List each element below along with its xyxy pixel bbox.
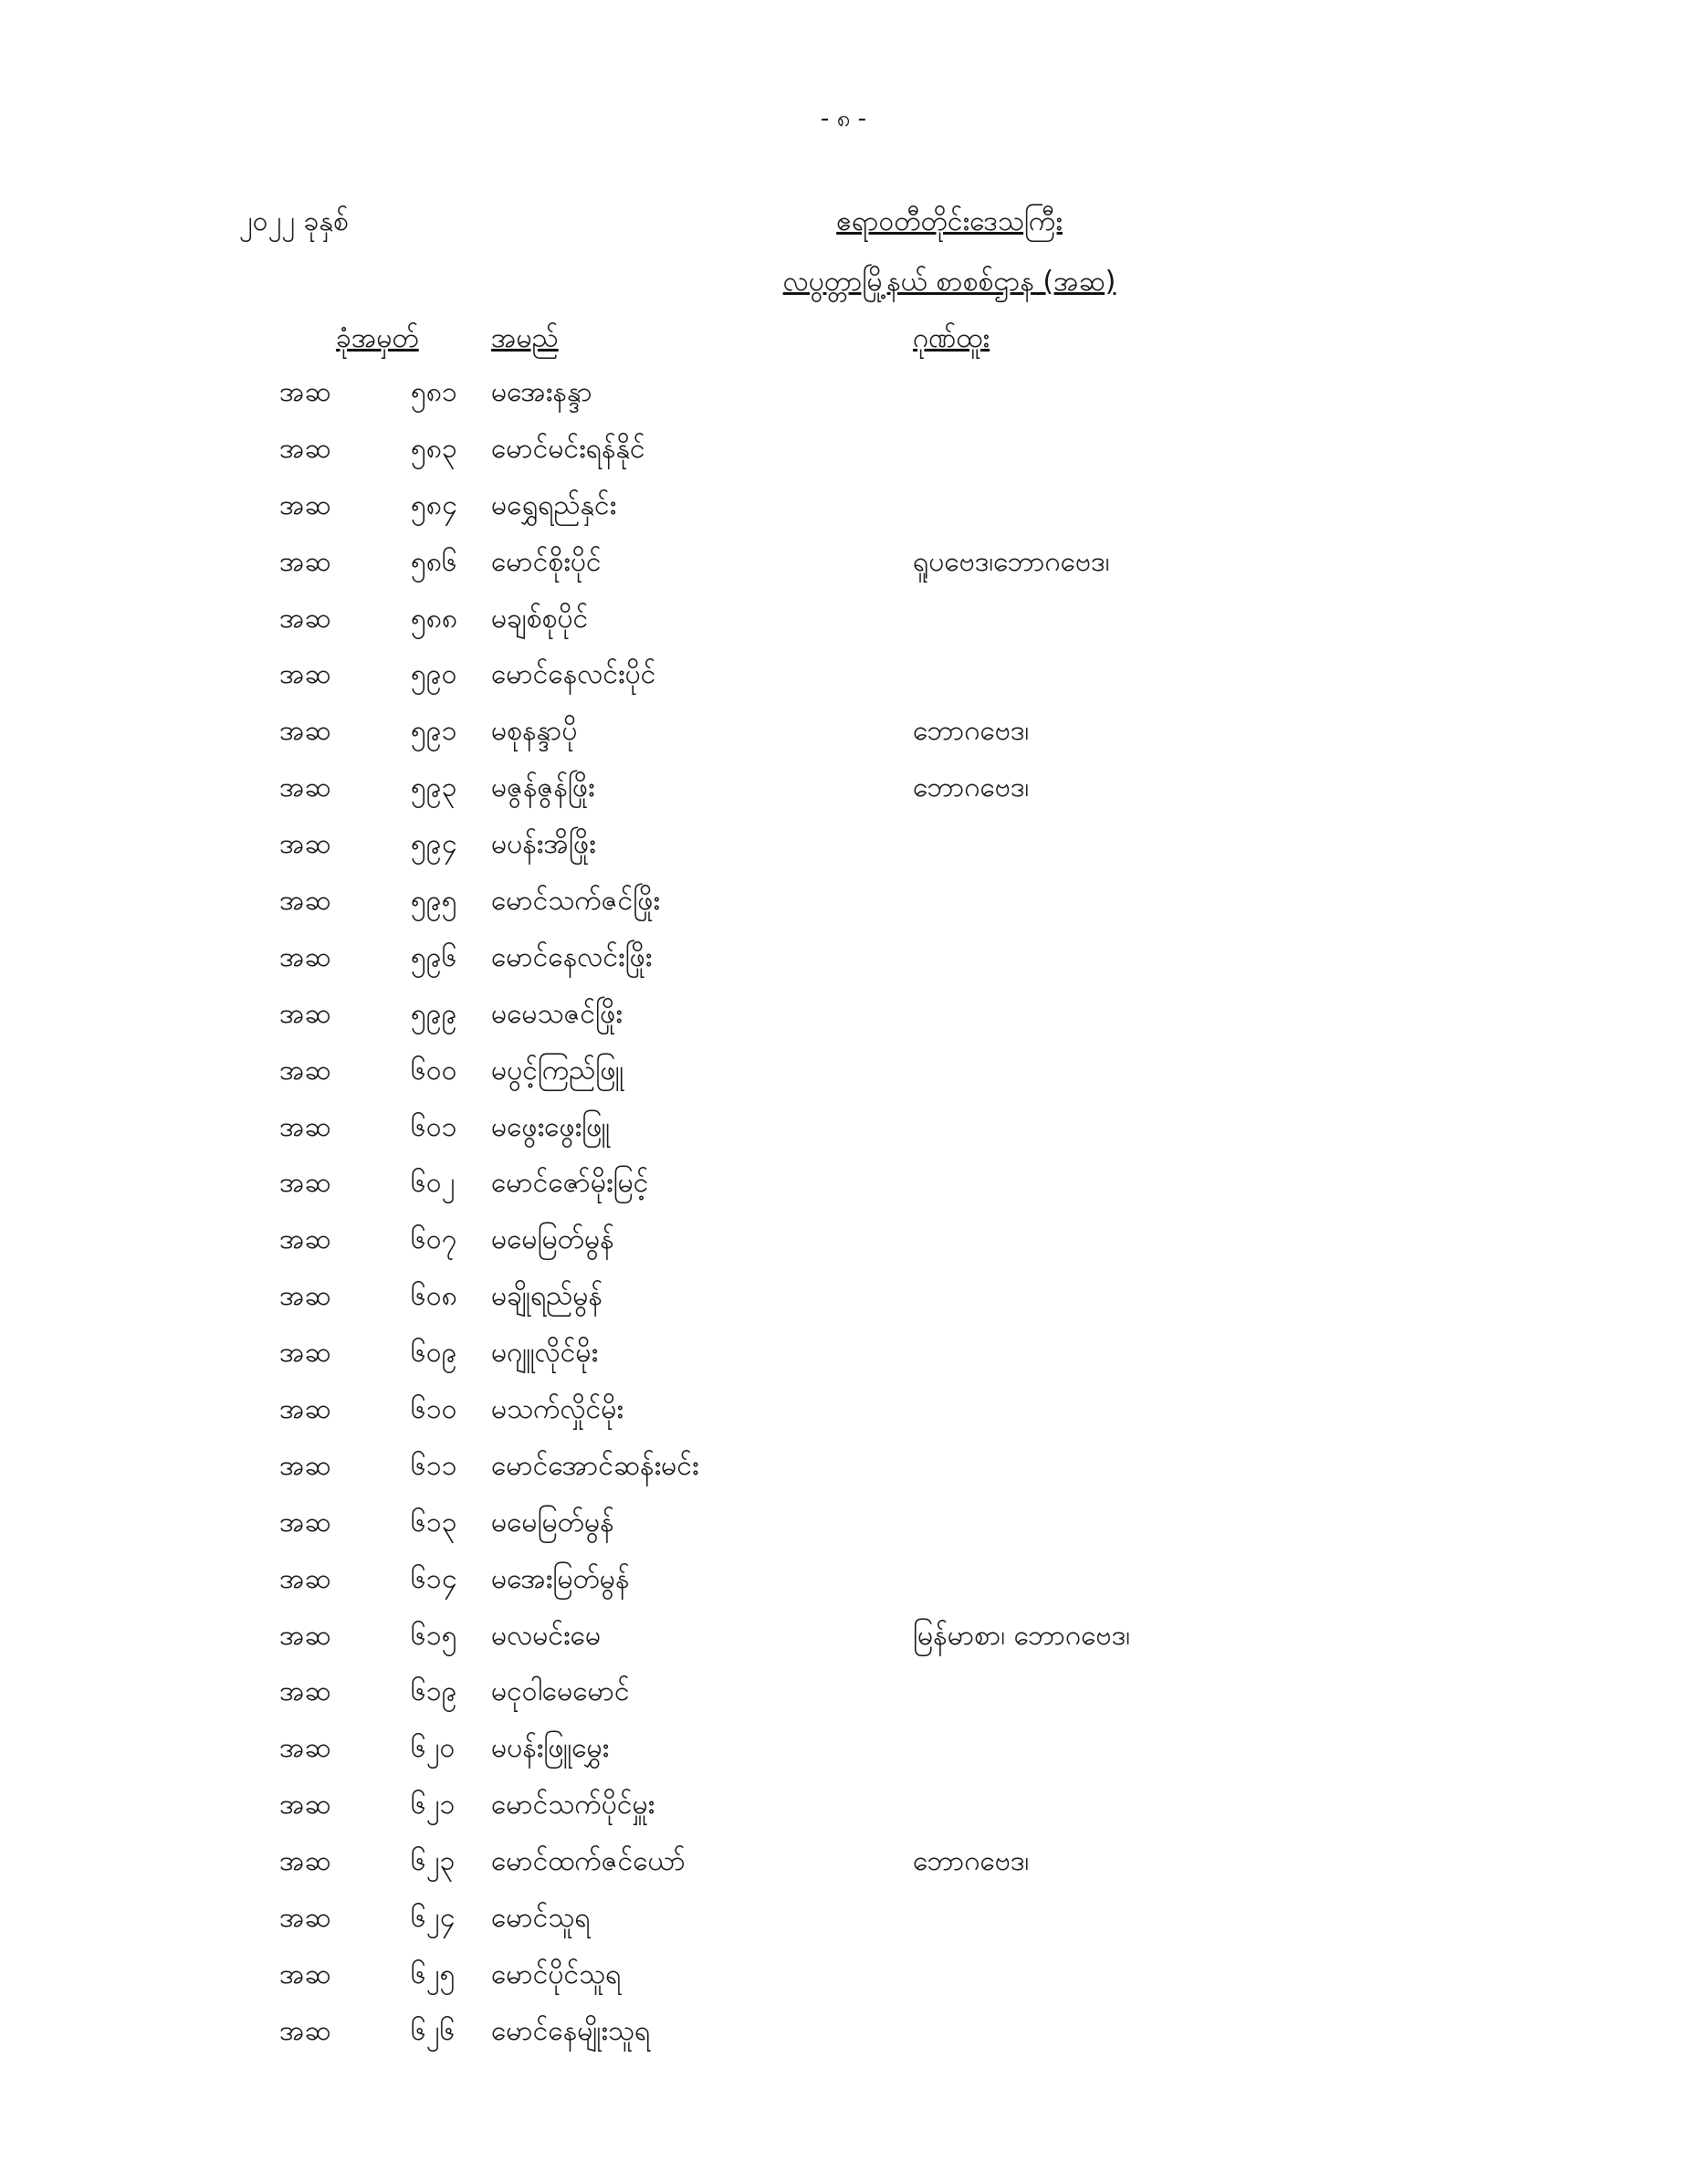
student-name: မောင်သက်ပိုင်မှူး: [491, 1789, 655, 1822]
list-item: [0, 713, 1687, 770]
student-name: မောင်မင်းရန်နိုင်: [491, 432, 645, 465]
roll-number: ၆၂၄: [411, 1902, 456, 1935]
list-item: [0, 1053, 1687, 1109]
roll-prefix: အဆ: [279, 1337, 331, 1370]
roll-prefix: အဆ: [279, 602, 331, 635]
roll-number: ၆၁၁: [411, 1449, 457, 1482]
list-item: [0, 1787, 1687, 1843]
roll-prefix: အဆ: [279, 488, 331, 521]
roll-number: ၆၁၉: [411, 1675, 457, 1708]
roll-prefix: အဆ: [279, 1449, 331, 1482]
roll-prefix: အဆ: [279, 997, 331, 1030]
roll-number: ၅၈၈: [411, 602, 458, 635]
roll-prefix: အဆ: [279, 885, 331, 918]
roll-prefix: အဆ: [279, 1167, 331, 1200]
roll-prefix: အဆ: [279, 1619, 331, 1652]
list-item: [0, 1674, 1687, 1730]
list-item: [0, 2013, 1687, 2070]
roll-prefix: အဆ: [279, 1958, 331, 1990]
list-item: [0, 883, 1687, 940]
student-name: မချိုရည်မွန်: [491, 1280, 602, 1313]
roll-prefix: အဆ: [279, 2014, 331, 2047]
roll-number: ၆၁၃: [411, 1506, 457, 1538]
distinction-subjects: ဘောဂဗေဒ၊: [913, 772, 1030, 804]
roll-prefix: အဆ: [279, 545, 331, 578]
roll-number: ၅၉၃: [411, 772, 457, 804]
roll-number: ၅၉၁: [411, 715, 457, 748]
roll-number: ၆၀၈: [411, 1280, 457, 1313]
student-name: မောင်နေလင်းဖြိုး: [491, 940, 653, 973]
student-name: မောင်သူရ: [491, 1902, 591, 1935]
student-name: မောင်ပိုင်သူရ: [491, 1958, 622, 1990]
roll-prefix: အဆ: [279, 940, 331, 973]
student-name: မစုနန္ဒာပို: [491, 715, 578, 748]
student-name: မအေးနန္ဒာ: [491, 376, 592, 408]
roll-prefix: အဆ: [279, 1732, 331, 1765]
roll-prefix: အဆ: [279, 1562, 331, 1595]
header-name: အမည်: [491, 322, 559, 354]
list-item: [0, 1561, 1687, 1618]
roll-prefix: အဆ: [279, 432, 331, 465]
list-item: [0, 1109, 1687, 1166]
roll-number: ၅၉၅: [411, 885, 457, 918]
list-item: [0, 374, 1687, 431]
roll-number: ၆၂၅: [411, 1958, 456, 1990]
roll-number: ၆၀၂: [411, 1167, 456, 1200]
roll-prefix: အဆ: [279, 1280, 331, 1313]
roll-number: ၆၂၆: [411, 2014, 456, 2047]
roll-number: ၆၂၀: [411, 1732, 456, 1765]
roll-number: ၆၁၄: [411, 1562, 457, 1595]
list-item: [0, 1900, 1687, 1957]
roll-prefix: အဆ: [279, 1393, 331, 1426]
student-name: မောင်ဇော်မိုးမြင့်: [491, 1167, 649, 1200]
roll-number: ၅၉၉: [411, 997, 457, 1030]
list-item: [0, 601, 1687, 657]
list-item: [0, 1618, 1687, 1675]
list-item: [0, 431, 1687, 488]
student-name: မအေးမြတ်မွန်: [491, 1562, 630, 1595]
list-item: [0, 940, 1687, 996]
roll-prefix: အဆ: [279, 376, 331, 408]
roll-prefix: အဆ: [279, 1675, 331, 1708]
distinction-subjects: ဘောဂဗေဒ၊: [913, 715, 1030, 748]
distinction-subjects: ဘောဂဗေဒ၊: [913, 1845, 1030, 1878]
roll-number: ၆၂၃: [411, 1845, 456, 1878]
roll-number: ၅၈၄: [411, 488, 457, 521]
student-name: မရွှေရည်နှင်း: [491, 488, 617, 521]
roll-prefix: အဆ: [279, 1223, 331, 1256]
roll-prefix: အဆ: [279, 1506, 331, 1538]
student-name: မမေမြတ်မွန်: [491, 1223, 614, 1256]
student-name: မသက်လှိုင်မိုး: [491, 1393, 624, 1426]
list-item: [0, 1222, 1687, 1278]
roll-prefix: အဆ: [279, 1054, 331, 1087]
roll-prefix: အဆ: [279, 772, 331, 804]
header-roll-number: ခုံအမှတ်: [336, 322, 419, 354]
student-name: မမေသဇင်ဖြိုး: [491, 997, 623, 1030]
roll-prefix: အဆ: [279, 1902, 331, 1935]
roll-number: ၆၀၀: [411, 1054, 457, 1087]
student-name: မချစ်စုပိုင်: [491, 602, 589, 635]
roll-number: ၅၈၆: [411, 545, 457, 578]
header-distinction: ဂုဏ်ထူး: [913, 322, 990, 354]
student-name: မမေမြတ်မွန်: [491, 1506, 614, 1538]
list-item: [0, 1278, 1687, 1335]
roll-prefix: အဆ: [279, 828, 331, 861]
student-name: မပန်းဖြူမွှေး: [491, 1732, 610, 1765]
list-item: [0, 1448, 1687, 1505]
region-title: ဧရာဝတီတိုင်းဒေသကြီး: [836, 205, 1063, 237]
list-item: [0, 1505, 1687, 1561]
roll-number: ၅၉၄: [411, 828, 457, 861]
roll-number: ၅၉၀: [411, 658, 457, 691]
roll-prefix: အဆ: [279, 1789, 331, 1822]
roll-number: ၆၀၇: [411, 1223, 457, 1256]
list-item: [0, 488, 1687, 544]
roll-prefix: အဆ: [279, 1110, 331, 1143]
list-item: [0, 1843, 1687, 1900]
student-name: မောင်စိုးပိုင်: [491, 545, 602, 578]
list-item: [0, 826, 1687, 883]
roll-prefix: အဆ: [279, 1845, 331, 1878]
roll-number: ၆၁၀: [411, 1393, 457, 1426]
roll-number: ၅၈၃: [411, 432, 457, 465]
list-item: [0, 1957, 1687, 2013]
roll-number: ၅၈၁: [411, 376, 457, 408]
student-name: မဖွေးဖွေးဖြူ: [491, 1110, 611, 1143]
roll-number: ၆၂၁: [411, 1789, 456, 1822]
list-item: [0, 544, 1687, 601]
distinction-subjects: ရူပဗေဒ၊ဘောဂဗေဒ၊: [913, 545, 1110, 578]
list-item: [0, 1165, 1687, 1222]
roll-prefix: အဆ: [279, 715, 331, 748]
student-name: မငုဝါမေမောင်: [491, 1675, 630, 1708]
exam-center-title: လပွတ္တာမြို့နယ် စာစစ်ဌာန (အဆ): [782, 266, 1116, 298]
list-item: [0, 770, 1687, 826]
roll-number: ၆၁၅: [411, 1619, 457, 1652]
student-name: မောင်သက်ဇင်ဖြိုး: [491, 885, 661, 918]
roll-number: ၅၉၆: [411, 940, 457, 973]
roll-number: ၆၀၉: [411, 1337, 457, 1370]
student-name: မောင်ထက်ဇင်ယော်: [491, 1845, 686, 1878]
student-name: မလမင်းမေ: [491, 1619, 602, 1652]
list-item: [0, 1335, 1687, 1391]
student-name: မောင်နေလင်းပိုင်: [491, 658, 656, 691]
student-name: မဂျူလိုင်မိုး: [491, 1337, 599, 1370]
student-name: မပွင့်ကြည်ဖြူ: [491, 1054, 624, 1087]
list-item: [0, 1730, 1687, 1787]
distinction-subjects: မြန်မာစာ၊ ဘောဂဗေဒ၊: [913, 1619, 1130, 1652]
student-name: မောင်နေမျိုးသူရ: [491, 2014, 651, 2047]
student-name: မပန်းအိဖြိုး: [491, 828, 596, 861]
roll-prefix: အဆ: [279, 658, 331, 691]
roll-number: ၆၀၁: [411, 1110, 457, 1143]
list-item: [0, 996, 1687, 1053]
list-item: [0, 1391, 1687, 1448]
exam-year: ၂၀၂၂ ခုနှစ်: [239, 205, 349, 237]
list-item: [0, 656, 1687, 713]
results-list: [0, 374, 1687, 2070]
student-name: မဇွန်ဇွန်ဖြိုး: [491, 772, 595, 804]
student-name: မောင်အောင်ဆန်းမင်း: [491, 1449, 699, 1482]
page-number: - ၈ -: [820, 105, 867, 132]
